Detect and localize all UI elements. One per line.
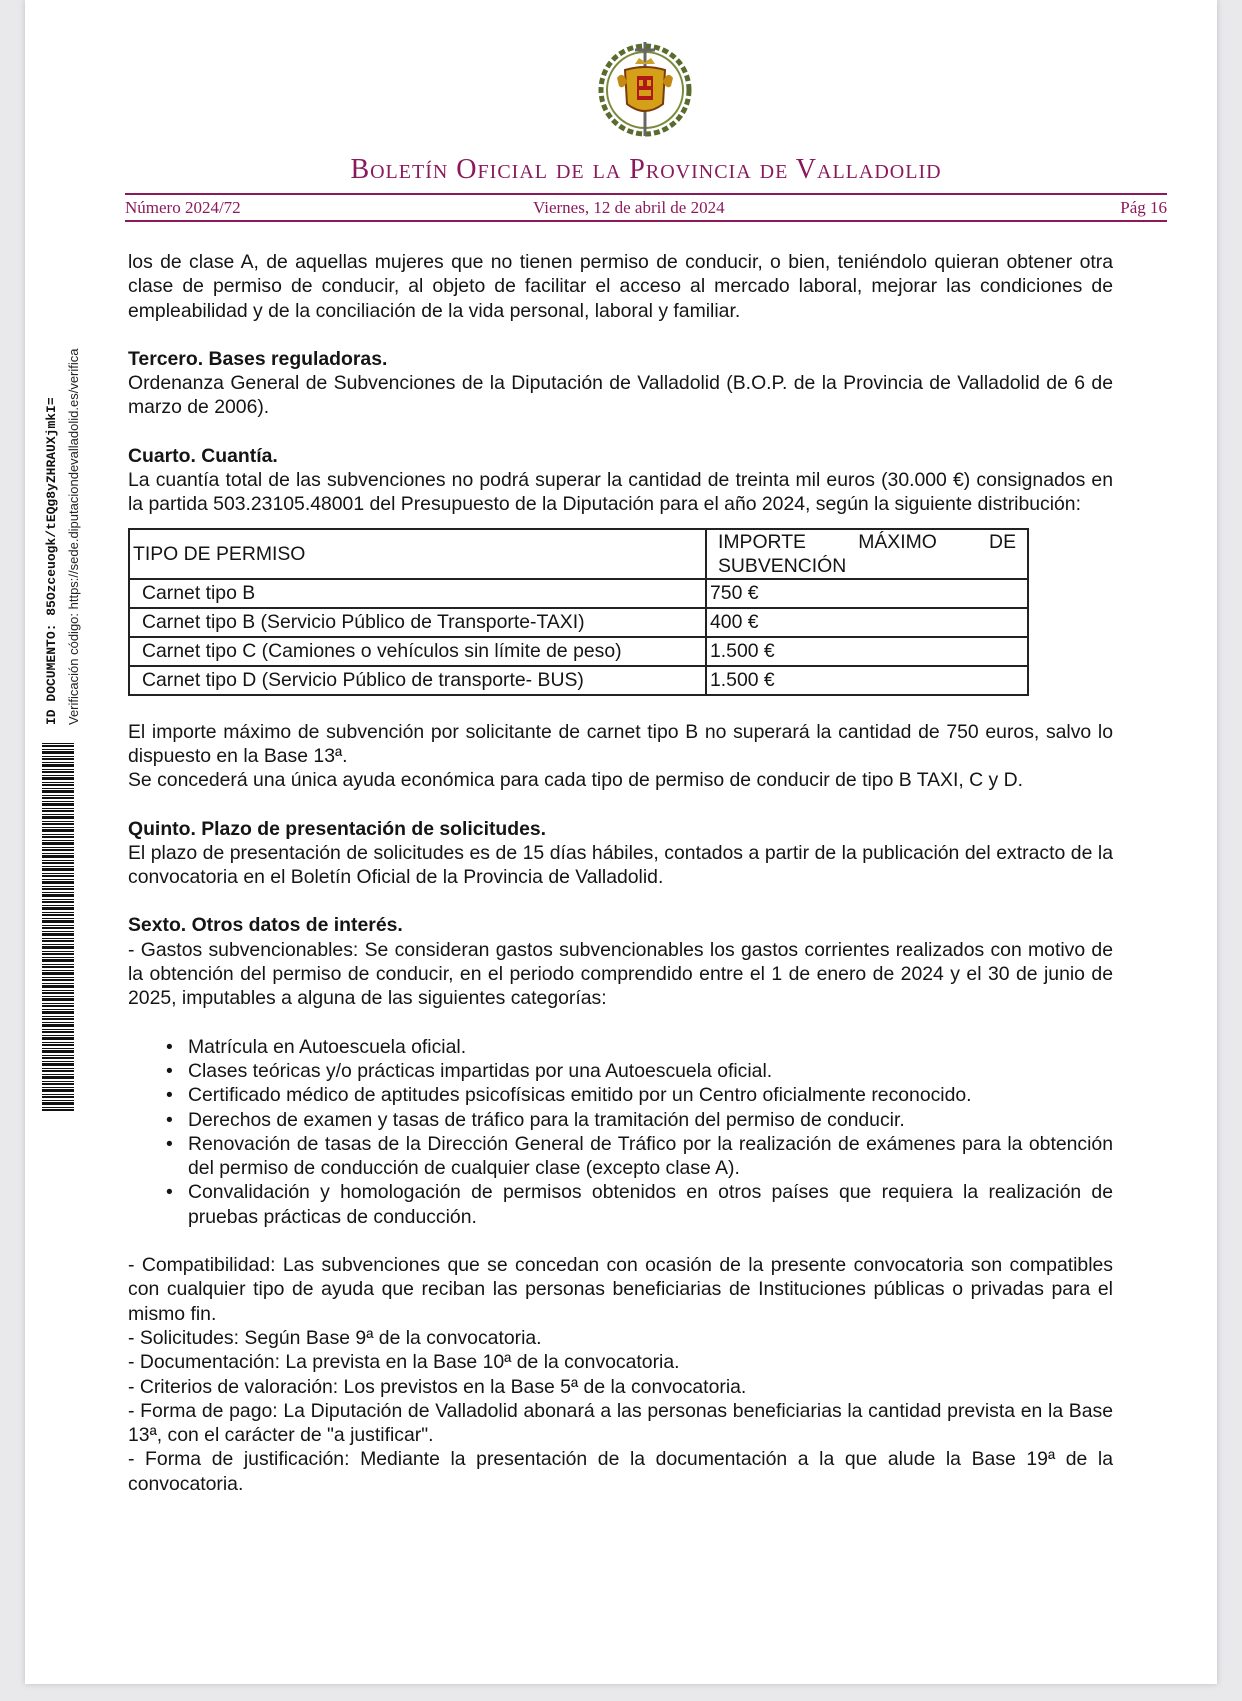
list-item: • Derechos de examen y tasas de tráfico para la tramitación del permiso de conducir. [166, 1108, 905, 1131]
expense-list [128, 1035, 1113, 1229]
section-heading-quinto: Quinto. Plazo de presentación de solicitudes. [128, 817, 547, 840]
table-header-tipo: TIPO DE PERMISO [129, 529, 706, 579]
table-cell-tipo: Carnet tipo C (Camiones o vehículos sin límite de peso) [129, 637, 706, 666]
paragraph-limit-b: El importe máximo de subvención por solicitante de carnet tipo B no superará la cantidad de 750 euros, salvo lo dispuesto en la Base 13ª. [128, 720, 1113, 767]
paragraph-cuarto: La cuantía total de las subvenciones no podrá superar la cantidad de treinta mil euros (30.000 €) consignados en la partida 503.23105.48001 del Presupuesto de la Diputación para el año 2024, según la siguiente distribución: [128, 469, 1113, 516]
table-cell-tipo: Carnet tipo D (Servicio Público de transporte- BUS) [129, 666, 706, 695]
table-cell-importe: 1.500 € [706, 637, 1028, 666]
verification-stamp [42, 311, 120, 1111]
document-page [25, 0, 1217, 1684]
section-heading-tercero: Tercero. Bases reguladoras. [128, 347, 388, 370]
page-number: Pág 16 [1120, 198, 1167, 217]
paragraph-forma-justificacion: - Forma de justificación: Mediante la presentación de la documentación a la que alude la Base 19ª de la convocatoria. [128, 1448, 1113, 1495]
table-row [129, 579, 1028, 608]
table-row [129, 608, 1028, 637]
issue-date: Viernes, 12 de abril de 2024 [533, 198, 725, 217]
header-top-rule [125, 193, 1167, 195]
list-item: • Clases teóricas y/o prácticas impartidas por una Autoescuela oficial. [166, 1059, 773, 1082]
issue-number: Número 2024/72 [125, 198, 241, 217]
table-cell-importe: 1.500 € [706, 666, 1028, 695]
intro-paragraph: los de clase A, de aquellas mujeres que no tienen permiso de conducir, o bien, teniéndolo quieran obtener otra clase de permiso de conducir, al objeto de facilitar el acceso al mercado laboral, mejorar las condiciones de empleabilidad y de la conciliación de la vida personal, laboral y familiar. [128, 251, 1113, 322]
permit-table [128, 528, 1029, 696]
section-heading-sexto: Sexto. Otros datos de interés. [128, 914, 403, 937]
table-cell-tipo: Carnet tipo B [129, 579, 706, 608]
list-item: • Convalidación y homologación de permisos obtenidos en otros países que requiera la realización de pruebas prácticas de conducción. [166, 1181, 1113, 1228]
coat-of-arms-icon [595, 38, 695, 138]
paragraph-quinto: El plazo de presentación de solicitudes es de 15 días hábiles, contados a partir de la publicación del extracto de la convocatoria en el Boletín Oficial de la Provincia de Valladolid. [128, 841, 1113, 889]
document-id: ID DOCUMENTO: 85Ozceuogk/tEQg8yZHRAUXjmkI= [44, 397, 59, 725]
paragraph-compatibilidad: - Compatibilidad: Las subvenciones que se concedan con ocasión de la presente convocatoria son compatibles con cualquier tipo de ayuda que reciban las personas beneficiarias de Instituciones públicas o privadas para el mismo fin. [128, 1254, 1113, 1325]
verification-url[interactable]: Verificación código: https://sede.diputaciondevalladolid.es/verifica [66, 348, 81, 725]
document-body [128, 250, 1113, 1496]
paragraph-tercero: Ordenanza General de Subvenciones de la Diputación de Valladolid (B.O.P. de la Provincia de Valladolid de 6 de marzo de 2006). [128, 372, 1113, 419]
list-item: • Certificado médico de aptitudes psicofísicas emitido por un Centro oficialmente reconocido. [166, 1084, 972, 1107]
paragraph-single-aid: Se concederá una única ayuda económica para cada tipo de permiso de conducir de tipo B TAXI, C y D. [128, 769, 1024, 792]
paragraph-criterios: - Criterios de valoración: Los previstos en la Base 5ª de la convocatoria. [128, 1375, 747, 1398]
table-row [129, 637, 1028, 666]
list-item: • Renovación de tasas de la Dirección General de Tráfico por la realización de exámenes para la obtención del permiso de conducción de cualquier clase (excepto clase A). [166, 1132, 1113, 1180]
paragraph-solicitudes: - Solicitudes: Según Base 9ª de la convocatoria. [128, 1326, 542, 1349]
table-header-importe: IMPORTE MÁXIMO DE SUBVENCIÓN [706, 529, 1028, 579]
list-item: • Matrícula en Autoescuela oficial. [166, 1035, 467, 1058]
table-cell-tipo: Carnet tipo B (Servicio Público de Transporte-TAXI) [129, 608, 706, 637]
table-cell-importe: 400 € [706, 608, 1028, 637]
table-cell-importe: 750 € [706, 579, 1028, 608]
bulletin-title: Boletín Oficial de la Provincia de Valladolid [350, 154, 942, 185]
barcode-icon [42, 741, 74, 1111]
section-heading-cuarto: Cuarto. Cuantía. [128, 444, 278, 467]
paragraph-documentacion: - Documentación: La prevista en la Base 10ª de la convocatoria. [128, 1351, 680, 1374]
table-row [129, 666, 1028, 695]
paragraph-gastos: - Gastos subvencionables: Se consideran gastos subvencionables los gastos corrientes realizados con motivo de la obtención del permiso de conducir, en el periodo comprendido entre el 1 de enero de 2024 y el 30 de junio de 2025, imputables a alguna de las siguientes categorías: [128, 938, 1113, 1010]
table-header-row [129, 529, 1028, 579]
header-bottom-rule [125, 220, 1167, 222]
paragraph-forma-pago: - Forma de pago: La Diputación de Valladolid abonará a las personas beneficiarias la cantidad prevista en la Base 13ª, con el carácter de "a justificar". [128, 1399, 1113, 1447]
